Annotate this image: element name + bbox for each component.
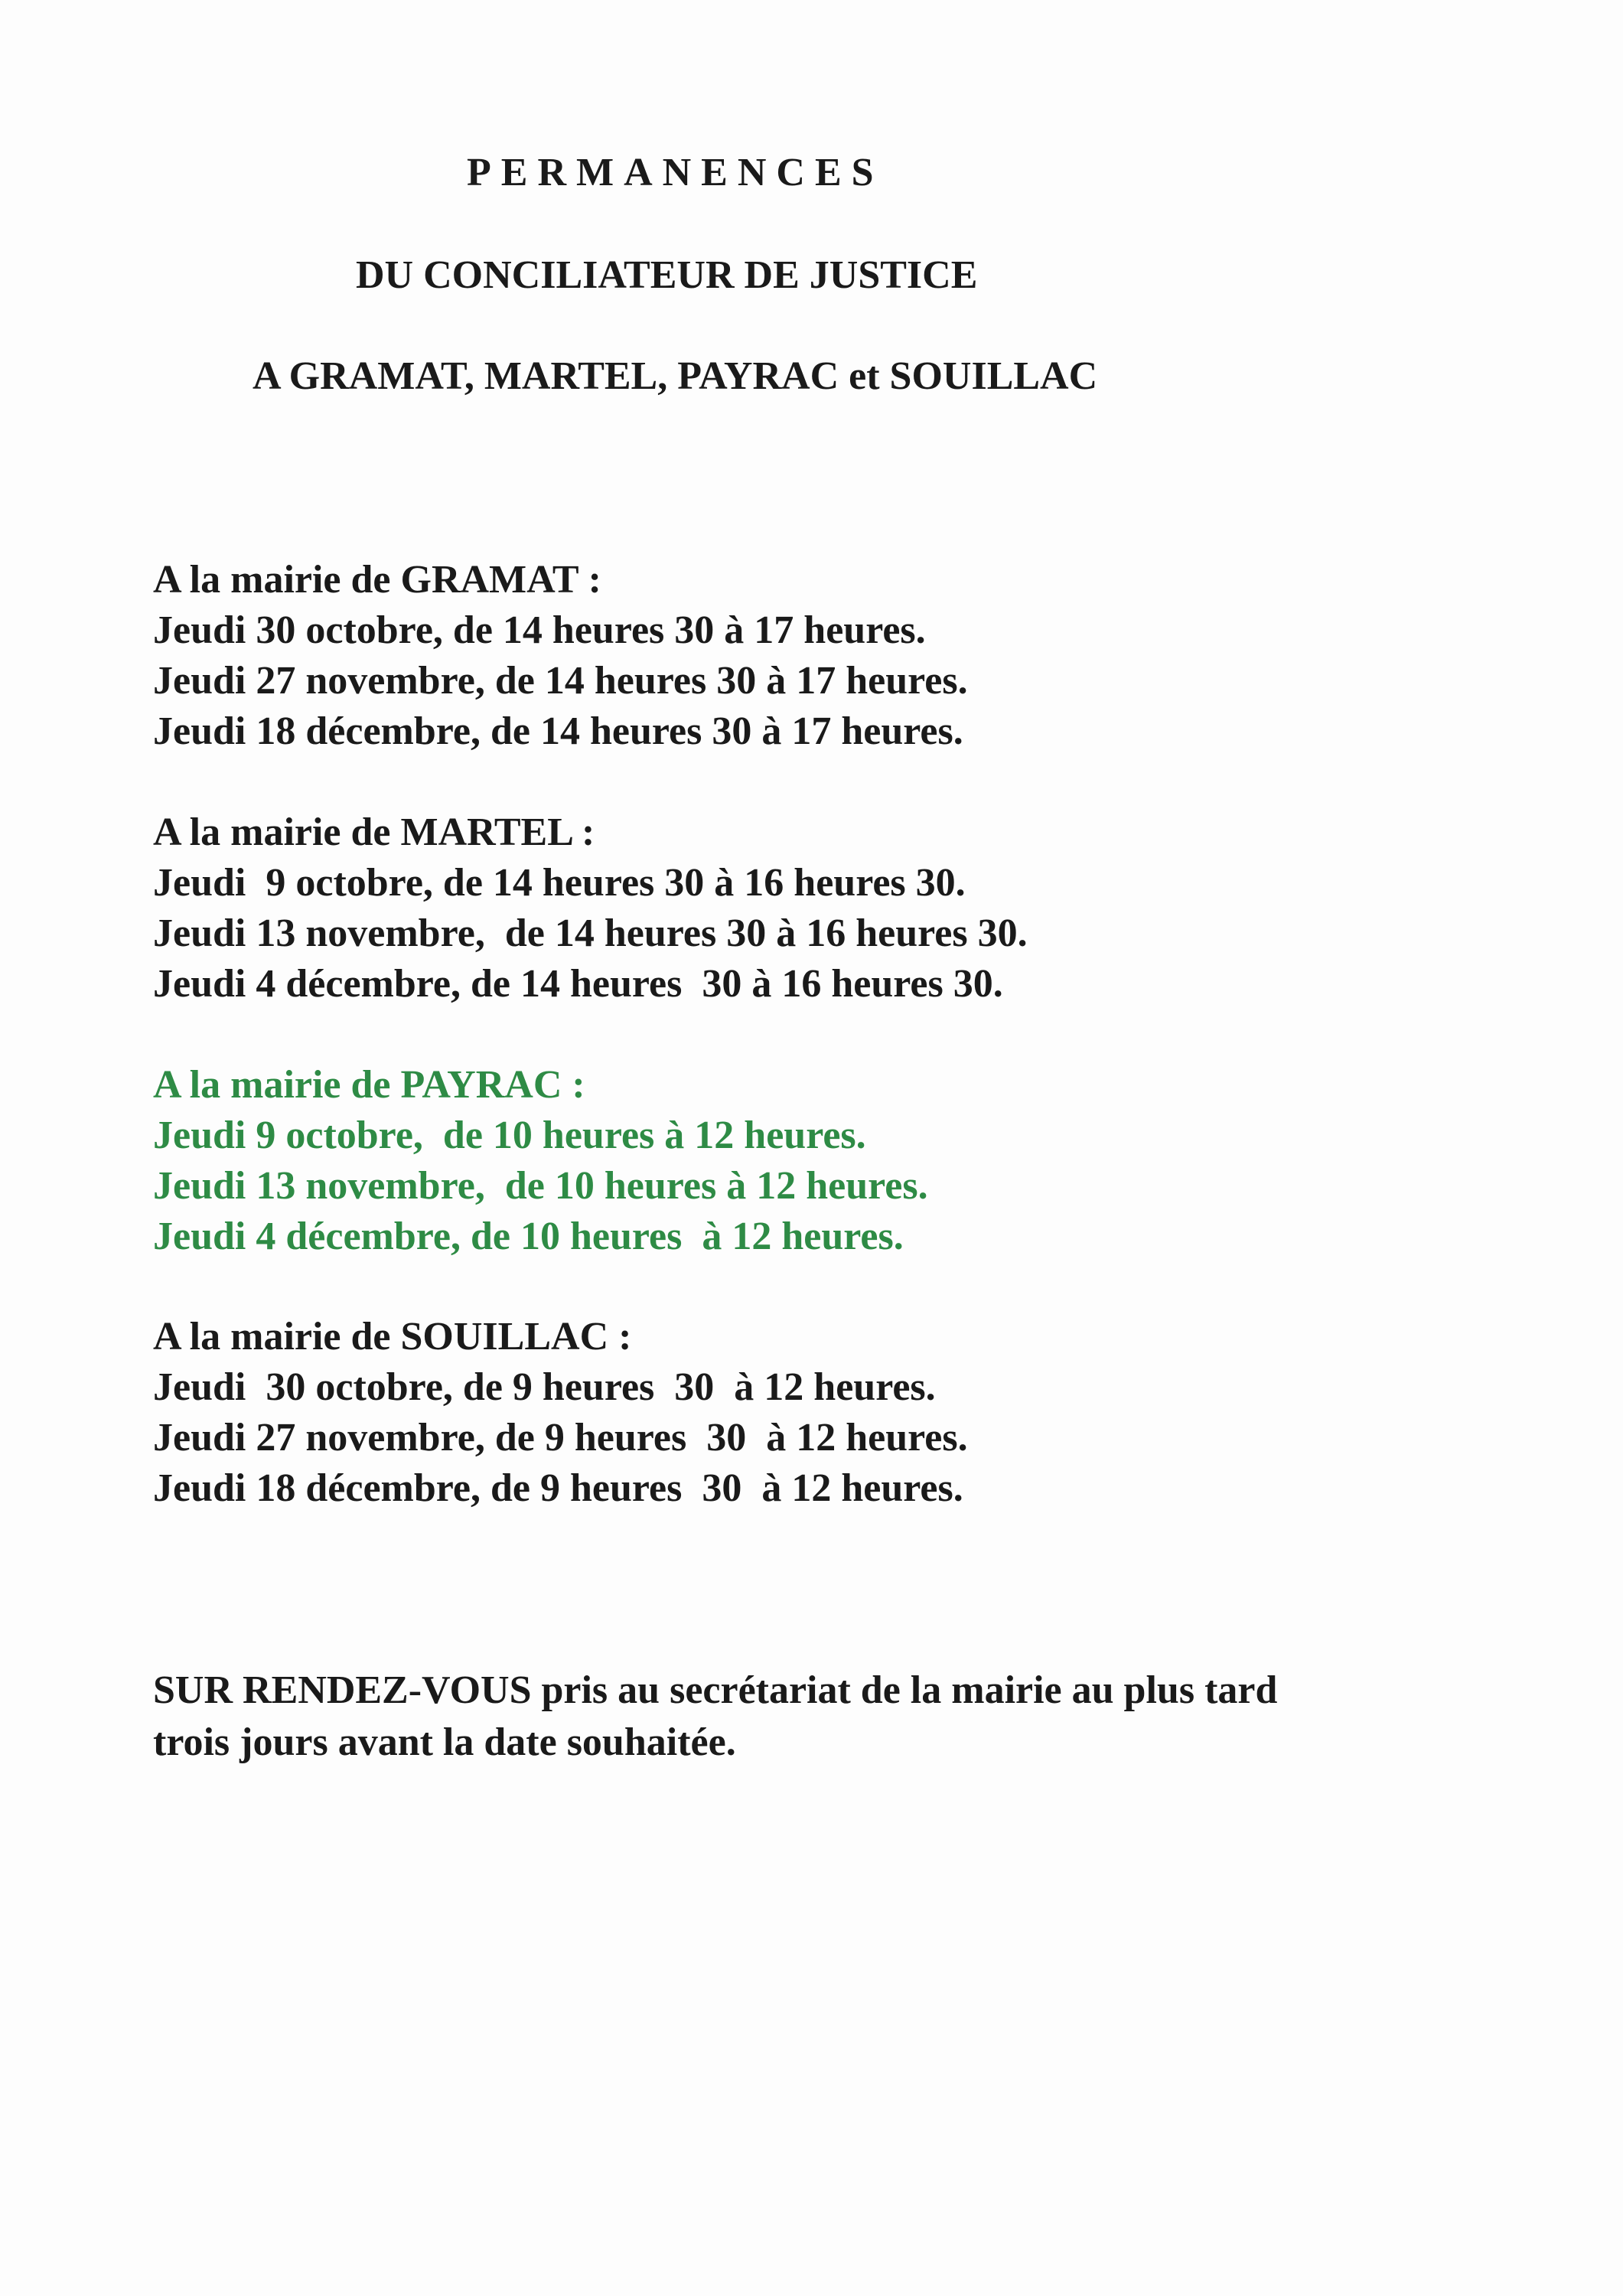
section-payrac	[153, 1060, 928, 1262]
appointment-notice	[153, 1665, 1277, 1769]
schedule-line: Jeudi 13 novembre, de 14 heures 30 à 16 heures 30.	[153, 912, 1028, 955]
schedule-line: Jeudi 9 octobre, de 14 heures 30 à 16 heures 30.	[153, 861, 966, 905]
title-permanences: PERMANENCES	[467, 151, 884, 194]
section-heading: A la mairie de SOUILLAC :	[153, 1315, 632, 1358]
section-heading: A la mairie de PAYRAC :	[153, 1063, 585, 1107]
schedule-line: Jeudi 18 décembre, de 14 heures 30 à 17 heures.	[153, 709, 963, 753]
title-conciliateur: DU CONCILIATEUR DE JUSTICE	[356, 253, 978, 297]
notice-line: SUR RENDEZ-VOUS pris au secrétariat de la mairie au plus tard	[153, 1668, 1278, 1712]
schedule-line: Jeudi 9 octobre, de 10 heures à 12 heures.	[153, 1114, 866, 1157]
schedule-line: Jeudi 30 octobre, de 14 heures 30 à 17 heures.	[153, 608, 926, 652]
schedule-line: Jeudi 4 décembre, de 10 heures à 12 heures.	[153, 1215, 904, 1258]
schedule-line: Jeudi 18 décembre, de 9 heures 30 à 12 heures.	[153, 1466, 963, 1510]
notice-line: trois jours avant la date souhaitée.	[153, 1720, 736, 1764]
schedule-line: Jeudi 30 octobre, de 9 heures 30 à 12 heures.	[153, 1365, 936, 1409]
schedule-line: Jeudi 27 novembre, de 14 heures 30 à 17 heures.	[153, 659, 968, 703]
title-communes: A GRAMAT, MARTEL, PAYRAC et SOUILLAC	[253, 354, 1098, 398]
section-heading: A la mairie de GRAMAT :	[153, 558, 601, 602]
section-souillac	[153, 1312, 968, 1514]
section-martel	[153, 807, 1028, 1009]
section-heading: A la mairie de MARTEL :	[153, 810, 595, 854]
schedule-line: Jeudi 27 novembre, de 9 heures 30 à 12 heures.	[153, 1416, 968, 1459]
section-gramat	[153, 555, 968, 757]
schedule-line: Jeudi 4 décembre, de 14 heures 30 à 16 heures 30.	[153, 962, 1003, 1006]
schedule-line: Jeudi 13 novembre, de 10 heures à 12 heures.	[153, 1164, 928, 1208]
